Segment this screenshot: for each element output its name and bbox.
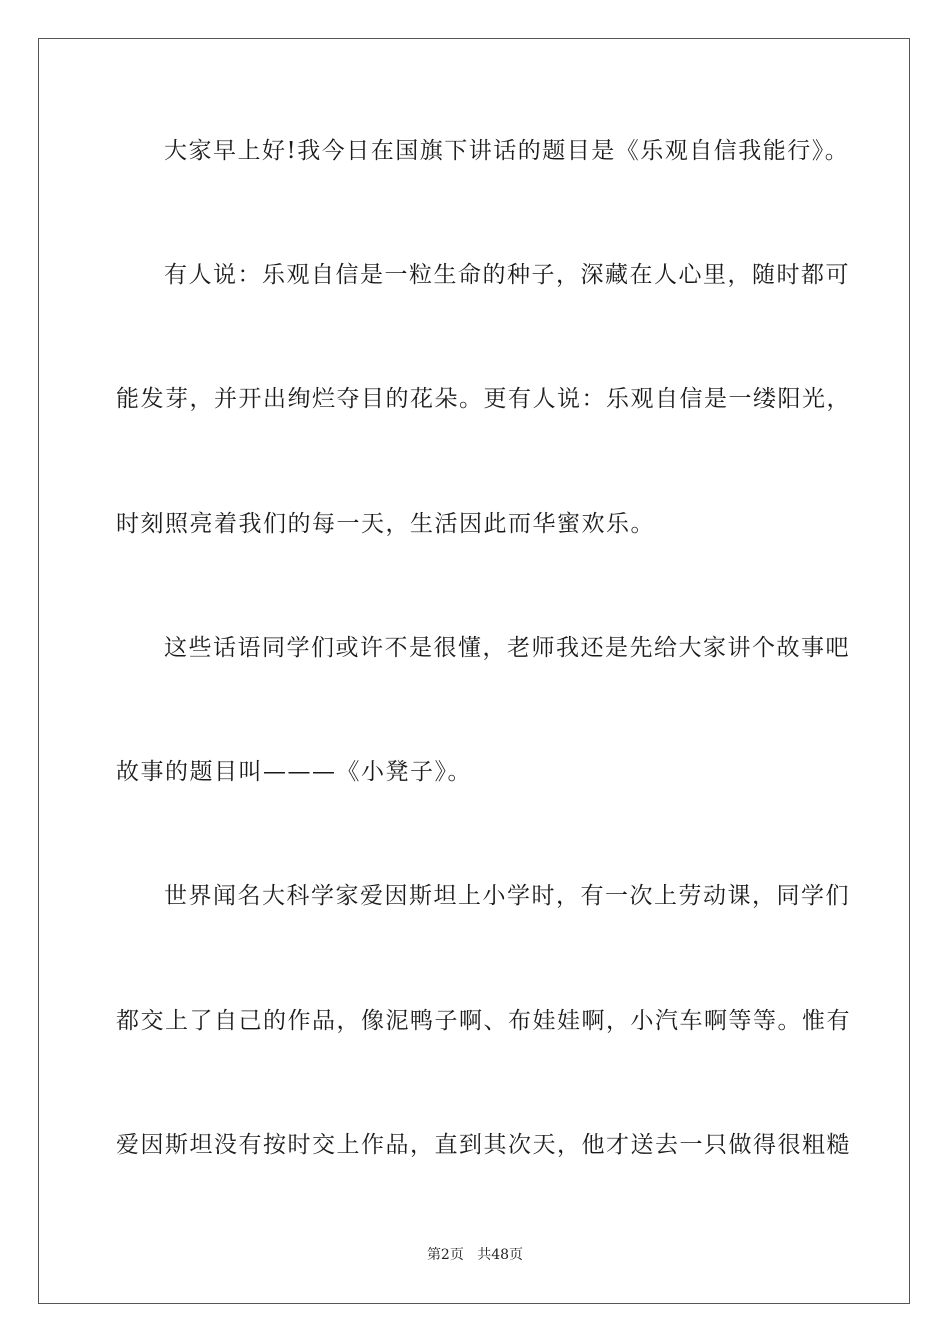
paragraph-line: 故事的题目叫———《小凳子》。 (116, 759, 472, 785)
page-border (38, 38, 910, 1304)
paragraph-line: 这些话语同学们或许不是很懂，老师我还是先给大家讲个故事吧 (164, 635, 850, 661)
total-pages: 共48页 (477, 1247, 524, 1263)
page-number: 第2页 (426, 1247, 464, 1263)
paragraph-line: 时刻照亮着我们的每一天，生活因此而华蜜欢乐。 (116, 511, 655, 537)
page-footer (0, 1246, 950, 1264)
paragraph-line: 有人说：乐观自信是一粒生命的种子，深藏在人心里，随时都可 (164, 262, 850, 288)
paragraph-line: 爱因斯坦没有按时交上作品，直到其次天，他才送去一只做得很粗糙 (116, 1132, 851, 1158)
paragraph-line: 都交上了自己的作品，像泥鸭子啊、布娃娃啊，小汽车啊等等。惟有 (116, 1008, 851, 1034)
paragraph-line: 能发芽，并开出绚烂夺目的花朵。更有人说：乐观自信是一缕阳光， (116, 386, 851, 412)
paragraph-line: 世界闻名大科学家爱因斯坦上小学时，有一次上劳动课，同学们 (164, 883, 850, 909)
paragraph-line: 大家早上好!我今日在国旗下讲话的题目是《乐观自信我能行》。 (164, 138, 850, 164)
